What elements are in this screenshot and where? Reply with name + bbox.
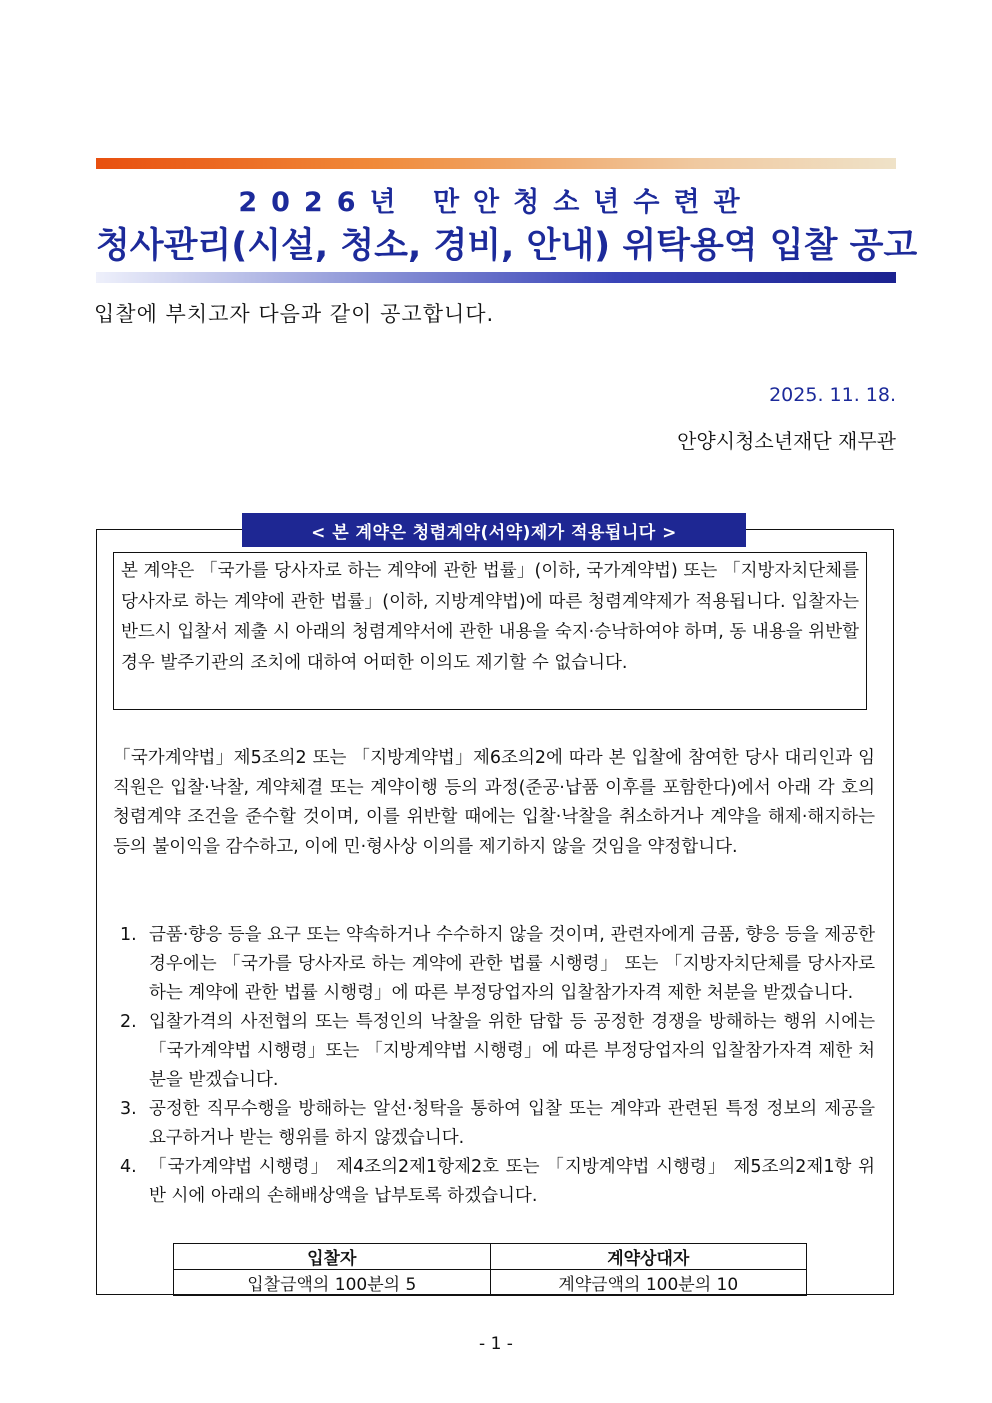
page-number: - 1 - (479, 1334, 513, 1354)
integrity-box-title: < 본 계약은 청렴계약(서약)제가 적용됩니다 > (242, 513, 746, 547)
title-line-1: 2026년 만안청소년수련관 (238, 187, 754, 218)
list-item (120, 1153, 875, 1211)
item-number: 2. (120, 1012, 137, 1032)
title-top-bar (96, 158, 896, 169)
item-text: 「국가계약법 시행령」 제4조의2제1항제2호 또는 「지방계약법 시행령」 제5조의2제1항 위반 시에 아래의 손해배상액을 납부토록 하겠습니다. (149, 1157, 875, 1206)
list-item (120, 1008, 875, 1095)
item-text: 입찰가격의 사전협의 또는 특정인의 낙찰을 위한 담합 등 공정한 경쟁을 방해하는 행위 시에는 「국가계약법 시행령」또는 「지방계약법 시행령」에 따른 부정당업자의 입찰참가자격 제한 처분을 받겠습니다. (149, 1012, 875, 1090)
item-number: 1. (120, 925, 137, 945)
item-text: 금품·향응 등을 요구 또는 약속하거나 수수하지 않을 것이며, 관련자에게 금품, 향응 등을 제공한 경우에는 「국가를 당사자로 하는 계약에 관한 법률 시행령」 또는 「지방자치단체를 당사자로 하는 계약에 관한 법률 시행령」에 따른 부정당업자의 입찰참가자격 제한 처분을 받겠습니다. (149, 925, 875, 1003)
intro-text: 입찰에 부치고자 다음과 같이 공고합니다. (94, 302, 495, 326)
title-bottom-bar (96, 272, 896, 283)
table-header-row (174, 1244, 807, 1270)
table-row (174, 1270, 807, 1296)
table-header-bidder: 입찰자 (174, 1244, 491, 1270)
issuer: 안양시청소년재단 재무관 (677, 429, 896, 453)
damages-table (173, 1243, 807, 1296)
item-text: 공정한 직무수행을 방해하는 알선·청탁을 통하여 입찰 또는 계약과 관련된 특정 정보의 제공을 요구하거나 받는 행위를 하지 않겠습니다. (149, 1099, 875, 1148)
title-line-2: 청사관리(시설, 청소, 경비, 안내) 위탁용역 입찰 공고 (96, 226, 918, 266)
list-item (120, 921, 875, 1008)
pledge-items (120, 921, 875, 1211)
item-number: 3. (120, 1099, 137, 1119)
pledge-paragraph: 「국가계약법」제5조의2 또는 「지방계약법」제6조의2에 따라 본 입찰에 참여한 당사 대리인과 임직원은 입찰·낙찰, 계약체결 또는 계약이행 등의 과정(준공·납품 이후를 포함한다)에서 아래 각 호의 청렴계약 조건을 준수할 것이며, 이를 위반할 때에는 입찰·낙찰을 취소하거나 계약을 해제·해지하는 등의 불이익을 감수하고, 이에 민·형사상 이의를 제기하지 않을 것임을 약정합니다. (113, 748, 875, 857)
table-cell-contractor: 계약금액의 100분의 10 (490, 1270, 807, 1296)
table-cell-bidder: 입찰금액의 100분의 5 (174, 1270, 491, 1296)
item-number: 4. (120, 1157, 137, 1177)
integrity-notice-body: 본 계약은 「국가를 당사자로 하는 계약에 관한 법률」(이하, 국가계약법) 또는 「지방자치단체를 당사자로 하는 계약에 관한 법률」(이하, 지방계약법)에 따른 청렴계약제가 적용됩니다. 입찰자는 반드시 입찰서 제출 시 아래의 청렴계약서에 관한 내용을 숙지·승낙하여야 하며, 동 내용을 위반할 경우 발주기관의 조치에 대하여 어떠한 이의도 제기할 수 없습니다. (113, 552, 867, 710)
notice-date: 2025. 11. 18. (769, 384, 896, 406)
table-header-contractor: 계약상대자 (490, 1244, 807, 1270)
list-item (120, 1095, 875, 1153)
